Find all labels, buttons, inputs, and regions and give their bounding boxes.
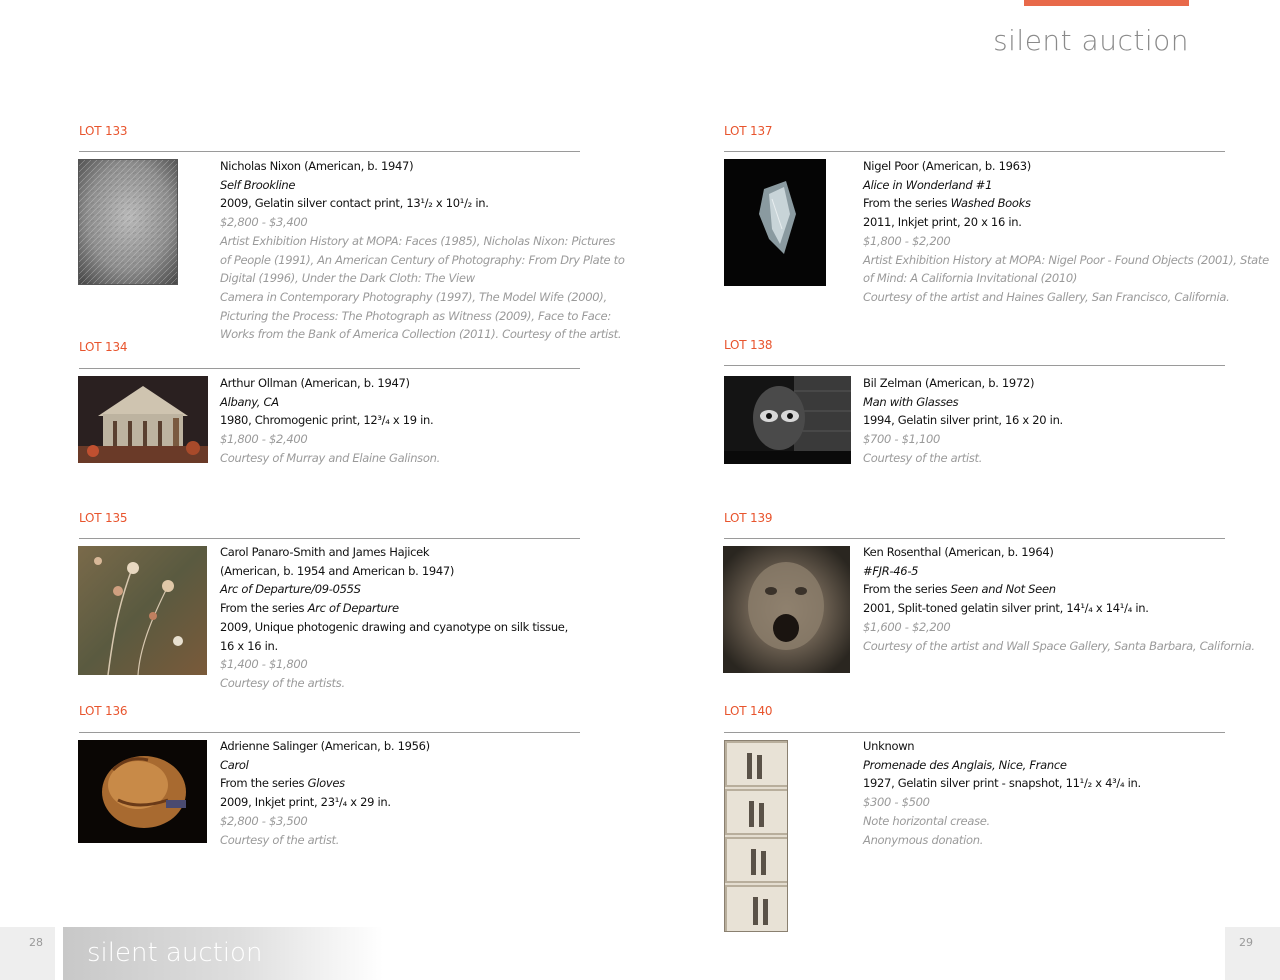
lot-135-medium: 2009, Unique photogenic drawing and cyanotype on silk tissue, (220, 619, 568, 634)
lot-137-title: Alice in Wonderland #1 (863, 177, 993, 192)
lot-136-note: Courtesy of the artist. (220, 832, 340, 847)
lot-139-title: #FJR-46-5 (863, 563, 919, 578)
footer-right-band (1225, 927, 1280, 980)
lot-135-price: $1,400 - $1,800 (220, 657, 308, 672)
lot-135-title: Arc of Departure/09-055S (220, 582, 361, 597)
footer-left-band (0, 927, 55, 980)
lot-137-note: of Mind: A California Invitational (2010) (863, 271, 1078, 286)
lot-134-artist: Arthur Ollman (American, b. 1947) (220, 376, 410, 390)
lot-133-note: Artist Exhibition History at MOPA: Faces (1985), Nicholas Nixon: Pictures (220, 233, 616, 248)
lot-135-photo (78, 546, 207, 675)
lot-139-divider (724, 538, 1225, 539)
lot-137-medium: 2011, Inkjet print, 20 x 16 in. (863, 215, 1022, 230)
lot-137-price: $1,800 - $2,200 (863, 233, 951, 248)
lot-140-details (863, 737, 1141, 849)
lot-135-label: LOT 135 (79, 511, 128, 525)
lot-136-divider (79, 732, 580, 733)
lot-136-series-prefix: From the series (220, 776, 308, 791)
lot-139-note: Courtesy of the artist and Wall Space Gallery, Santa Barbara, California. (863, 638, 1255, 653)
lot-133-price: $2,800 - $3,400 (220, 215, 308, 230)
lot-138-title: Man with Glasses (863, 394, 959, 409)
lot-136-artist: Adrienne Salinger (American, b. 1956) (220, 739, 430, 753)
lot-139-price: $1,600 - $2,200 (863, 619, 951, 634)
lot-140-medium: 1927, Gelatin silver print - snapshot, 11¹/₂ x 4³/₄ in. (863, 776, 1141, 791)
lot-134-note: Courtesy of Murray and Elaine Galinson. (220, 450, 440, 465)
lot-134-title: Albany, CA (220, 394, 279, 409)
lot-134-price: $1,800 - $2,400 (220, 432, 308, 447)
lot-134-divider (79, 368, 580, 369)
lot-135-divider (79, 538, 580, 539)
lot-140-title: Promenade des Anglais, Nice, France (863, 757, 1067, 772)
lot-133-note: Picturing the Process: The Photograph as Witness (2009), Face to Face: (220, 308, 611, 323)
lot-136-details (220, 737, 430, 849)
lot-139-series-name: Seen and Not Seen (950, 582, 1056, 597)
lot-133-note: of People (1991), An American Century of Photography: From Dry Plate to (220, 252, 625, 267)
lot-137-photo (724, 159, 826, 286)
lot-140-divider (724, 732, 1225, 733)
lot-133-medium: 2009, Gelatin silver contact print, 13¹/₂ x 10¹/₂ in. (220, 196, 489, 211)
lot-138-details (863, 374, 1063, 468)
lot-140-note: Note horizontal crease. (863, 813, 990, 828)
lot-137-artist: Nigel Poor (American, b. 1963) (863, 159, 1031, 173)
page-header-title: silent auction (993, 24, 1189, 57)
lot-133-note: Camera in Contemporary Photography (1997), The Model Wife (2000), (220, 289, 607, 304)
lot-136-price: $2,800 - $3,500 (220, 813, 308, 828)
header-accent-bar (1024, 0, 1189, 6)
lot-135-artist-detail: (American, b. 1954 and American b. 1947) (220, 563, 455, 578)
lot-133-details (220, 157, 625, 344)
lot-133-divider (79, 151, 580, 152)
lot-140-label: LOT 140 (724, 704, 773, 718)
lot-140-photo (724, 740, 788, 932)
lot-133-note: Digital (1996), Under the Dark Cloth: The View (220, 271, 475, 286)
page-number-right: 29 (1239, 936, 1253, 949)
lot-136-medium: 2009, Inkjet print, 23¹/₄ x 29 in. (220, 795, 391, 810)
lot-136-label: LOT 136 (79, 704, 128, 718)
lot-134-photo (78, 376, 208, 463)
lot-136-title: Carol (220, 757, 249, 772)
lot-139-photo (723, 546, 850, 673)
lot-138-note: Courtesy of the artist. (863, 450, 983, 465)
lot-139-medium: 2001, Split-toned gelatin silver print, 14¹/₄ x 14¹/₄ in. (863, 601, 1149, 616)
lot-137-divider (724, 151, 1225, 152)
lot-133-title: Self Brookline (220, 177, 296, 192)
lot-135-series-prefix: From the series (220, 601, 308, 616)
lot-134-label: LOT 134 (79, 340, 128, 354)
lot-135-details (220, 543, 568, 693)
lot-138-divider (724, 365, 1225, 366)
lot-138-medium: 1994, Gelatin silver print, 16 x 20 in. (863, 413, 1063, 428)
lot-135-note: Courtesy of the artists. (220, 675, 345, 690)
lot-140-note: Anonymous donation. (863, 832, 984, 847)
footer-title: silent auction (87, 938, 263, 968)
lot-136-series (220, 774, 430, 793)
lot-138-price: $700 - $1,100 (863, 432, 941, 447)
lot-139-series-prefix: From the series (863, 582, 951, 597)
lot-133-artist: Nicholas Nixon (American, b. 1947) (220, 159, 414, 173)
lot-138-artist: Bil Zelman (American, b. 1972) (863, 376, 1035, 390)
lot-135-artist: Carol Panaro-Smith and James Hajicek (220, 545, 430, 559)
lot-133-label: LOT 133 (79, 124, 128, 138)
lot-137-note: Artist Exhibition History at MOPA: Nigel Poor - Found Objects (2001), State (863, 252, 1269, 267)
lot-138-label: LOT 138 (724, 338, 773, 352)
lot-137-series-prefix: From the series (863, 196, 951, 211)
lot-140-price: $300 - $500 (863, 795, 930, 810)
lot-135-series (220, 599, 568, 618)
lot-137-details (863, 157, 1269, 307)
lot-138-photo (724, 376, 851, 464)
lot-137-note: Courtesy of the artist and Haines Gallery, San Francisco, California. (863, 289, 1230, 304)
lot-139-label: LOT 139 (724, 511, 773, 525)
lot-133-photo (78, 159, 178, 285)
lot-139-series (863, 580, 1255, 599)
lot-139-artist: Ken Rosenthal (American, b. 1964) (863, 545, 1054, 559)
lot-139-details (863, 543, 1255, 655)
lot-134-details (220, 374, 440, 468)
lot-135-series-name: Arc of Departure (307, 601, 399, 616)
lot-133-note: Works from the Bank of America Collection (2011). Courtesy of the artist. (220, 327, 622, 342)
lot-137-label: LOT 137 (724, 124, 773, 138)
lot-134-medium: 1980, Chromogenic print, 12³/₄ x 19 in. (220, 413, 434, 428)
page-number-left: 28 (29, 936, 43, 949)
lot-136-photo (78, 740, 207, 843)
lot-137-series-name: Washed Books (950, 196, 1031, 211)
lot-135-medium-size: 16 x 16 in. (220, 638, 278, 653)
lot-140-artist: Unknown (863, 739, 915, 753)
lot-137-series (863, 194, 1269, 213)
lot-136-series-name: Gloves (307, 776, 345, 791)
